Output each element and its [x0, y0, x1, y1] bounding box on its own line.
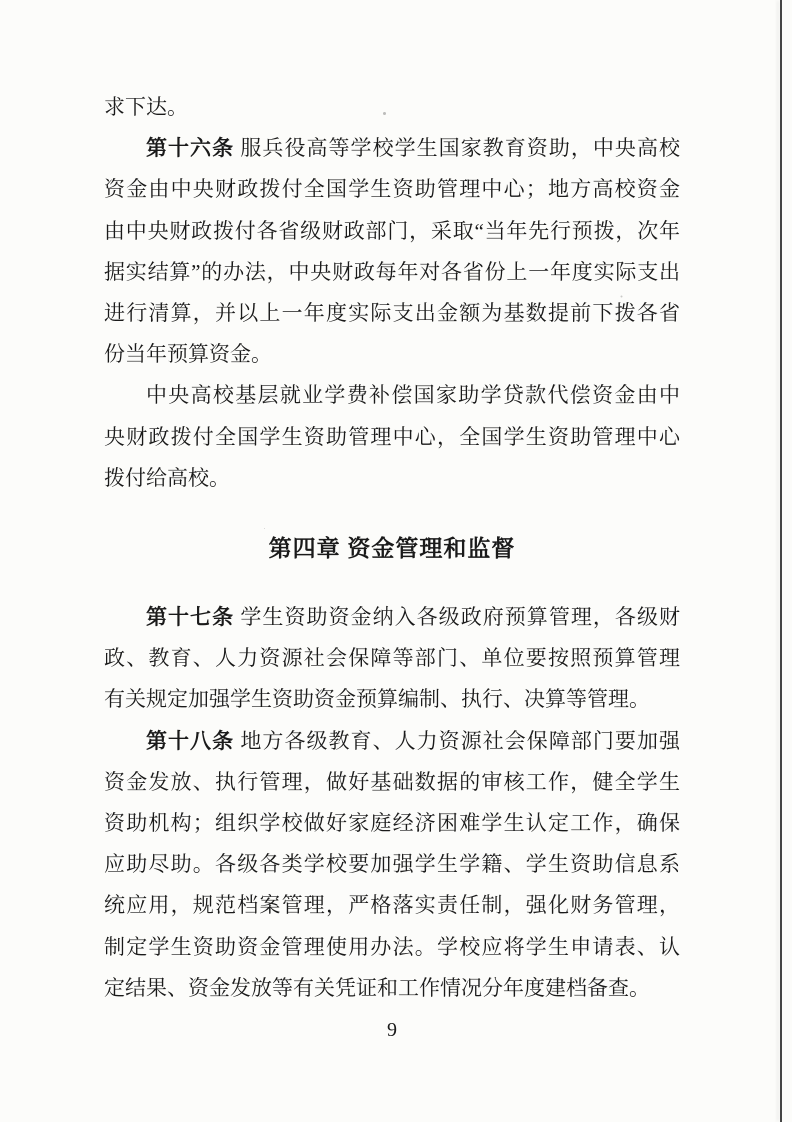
scan-edge-line	[780, 0, 782, 1122]
text-column	[104, 87, 680, 1045]
article-number: 第十七条	[146, 605, 235, 630]
body-line	[104, 927, 680, 968]
body-line	[104, 293, 680, 334]
body-line	[104, 169, 680, 210]
body-line	[104, 252, 680, 293]
line-text: 据实结算”的办法，中央财政每年对各省份上一年度实际支出	[104, 259, 680, 284]
line-text: 资金由中央财政拨付全国学生资助管理中心；地方高校资金	[104, 177, 680, 202]
scan-speckle	[383, 112, 386, 115]
body-line	[104, 597, 680, 638]
body-line	[104, 87, 680, 128]
body-line	[104, 679, 680, 720]
line-text: 进行清算，并以上一年度实际支出金额为基数提前下拨各省	[104, 300, 680, 325]
line-text: 求下达。	[104, 95, 188, 119]
body-line	[104, 885, 680, 926]
line-text: 央财政拨付全国学生资助管理中心，全国学生资助管理中心	[104, 424, 680, 449]
line-text: 拨付给高校。	[104, 465, 230, 490]
body-line	[104, 334, 680, 375]
article-number: 第十六条	[146, 136, 235, 161]
body-line	[104, 417, 680, 458]
article-number: 第十八条	[146, 728, 235, 753]
body-line	[104, 211, 680, 252]
line-text: 制定学生资助资金管理使用办法。学校应将学生申请表、认	[104, 934, 680, 959]
line-text: 地方各级教育、人力资源社会保障部门要加强	[234, 728, 680, 753]
line-text: 有关规定加强学生资助资金预算编制、执行、决算等管理。	[104, 687, 650, 712]
line-text: 政、教育、人力资源社会保障等部门、单位要按照预算管理	[104, 646, 680, 671]
body-line	[104, 638, 680, 679]
body-line	[104, 762, 680, 803]
line-text: 份当年预算资金。	[104, 342, 272, 367]
body-line	[104, 844, 680, 885]
body-line	[104, 803, 680, 844]
body-line	[104, 458, 680, 499]
line-text: 由中央财政拨付各省级财政部门，采取“当年先行预拨，次年	[104, 218, 680, 243]
body-line	[104, 128, 680, 169]
line-text: 服兵役高等学校学生国家教育资助，中央高校	[234, 136, 680, 161]
chapter-heading: 第四章 资金管理和监督	[268, 535, 516, 561]
line-text: 中央高校基层就业学费补偿国家助学贷款代偿资金由中	[146, 383, 680, 408]
line-text: 学生资助资金纳入各级政府预算管理，各级财	[234, 605, 680, 630]
line-text: 定结果、资金发放等有关凭证和工作情况分年度建档备查。	[104, 975, 650, 1000]
line-text: 统应用，规范档案管理，严格落实责任制，强化财务管理，	[104, 893, 680, 918]
body-line	[104, 375, 680, 416]
body-line	[104, 721, 680, 762]
page-number: 9	[387, 1018, 397, 1041]
body-line	[104, 968, 680, 1009]
line-text: 资助机构；组织学校做好家庭经济困难学生认定工作，确保	[104, 811, 680, 835]
line-text: 应助尽助。各级各类学校要加强学生学籍、学生资助信息系	[104, 852, 680, 877]
line-text: 资金发放、执行管理，做好基础数据的审核工作，健全学生	[104, 769, 680, 794]
